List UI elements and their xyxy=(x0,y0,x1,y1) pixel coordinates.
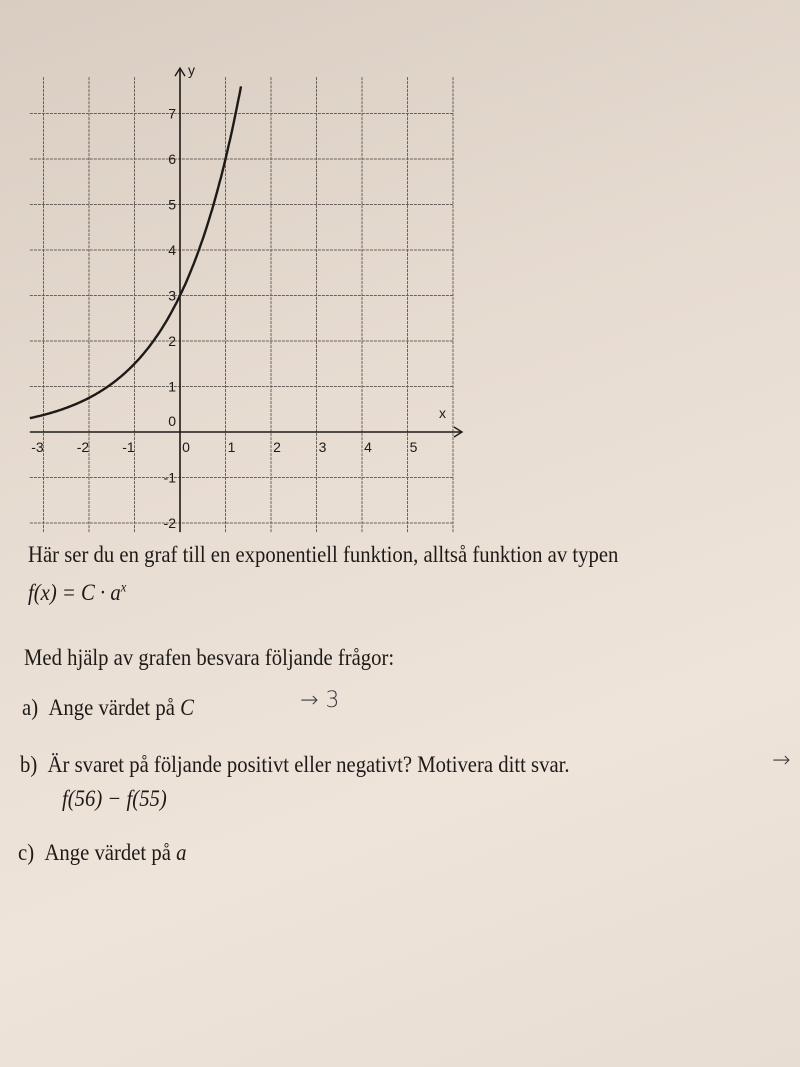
question-label: c) xyxy=(18,840,35,865)
y-axis-label: y xyxy=(188,62,195,79)
question-a xyxy=(22,695,194,721)
x-tick-label: 3 xyxy=(318,439,327,455)
y-tick-label: -1 xyxy=(163,469,176,486)
y-tick-label: 6 xyxy=(168,151,176,167)
formula xyxy=(28,580,126,606)
x-tick-label: 4 xyxy=(364,439,372,455)
y-tick-label: -2 xyxy=(163,515,176,531)
question-variable: C xyxy=(180,695,194,720)
intro-text: Här ser du en graf till en exponentiell funktion, alltså funktion av typen xyxy=(28,542,619,567)
x-tick-label: 0 xyxy=(182,439,190,455)
question-text: Ange värdet på xyxy=(48,695,181,720)
y-tick-label: 4 xyxy=(168,242,176,258)
y-tick-label: 1 xyxy=(168,378,176,395)
y-tick-label: 7 xyxy=(168,105,176,122)
handwritten-answer-a: → 3 xyxy=(300,688,340,713)
question-b-expression: f(56) − f(55) xyxy=(62,786,167,811)
x-tick-label: -3 xyxy=(31,439,44,455)
y-tick-label: 5 xyxy=(168,196,176,213)
question-b xyxy=(20,752,570,778)
origin-label: 0 xyxy=(168,413,176,429)
formula-exponent: x xyxy=(120,580,127,596)
formula-base: f(x) = C · a xyxy=(28,580,121,605)
x-tick-label: -1 xyxy=(122,439,135,455)
instruction-text: Med hjälp av grafen besvara följande frågor: xyxy=(24,645,395,670)
question-variable: a xyxy=(176,840,187,865)
handwritten-arrow-b: → xyxy=(772,748,791,773)
x-tick-label: 2 xyxy=(273,439,281,455)
question-text: Är svaret på följande positivt eller negativt? Motivera ditt svar. xyxy=(47,752,570,777)
question-c xyxy=(18,840,186,866)
question-text: Ange värdet på xyxy=(44,840,177,865)
x-tick-label: 1 xyxy=(227,439,236,455)
exponential-graph xyxy=(0,60,480,540)
question-label: a) xyxy=(22,695,39,720)
x-tick-label: -2 xyxy=(76,439,90,455)
y-tick-label: 3 xyxy=(168,287,176,304)
question-label: b) xyxy=(20,752,38,777)
function-curve xyxy=(30,86,241,418)
x-axis-label: x xyxy=(439,405,446,421)
x-tick-label: 5 xyxy=(409,439,418,455)
y-tick-label: 2 xyxy=(168,333,176,349)
